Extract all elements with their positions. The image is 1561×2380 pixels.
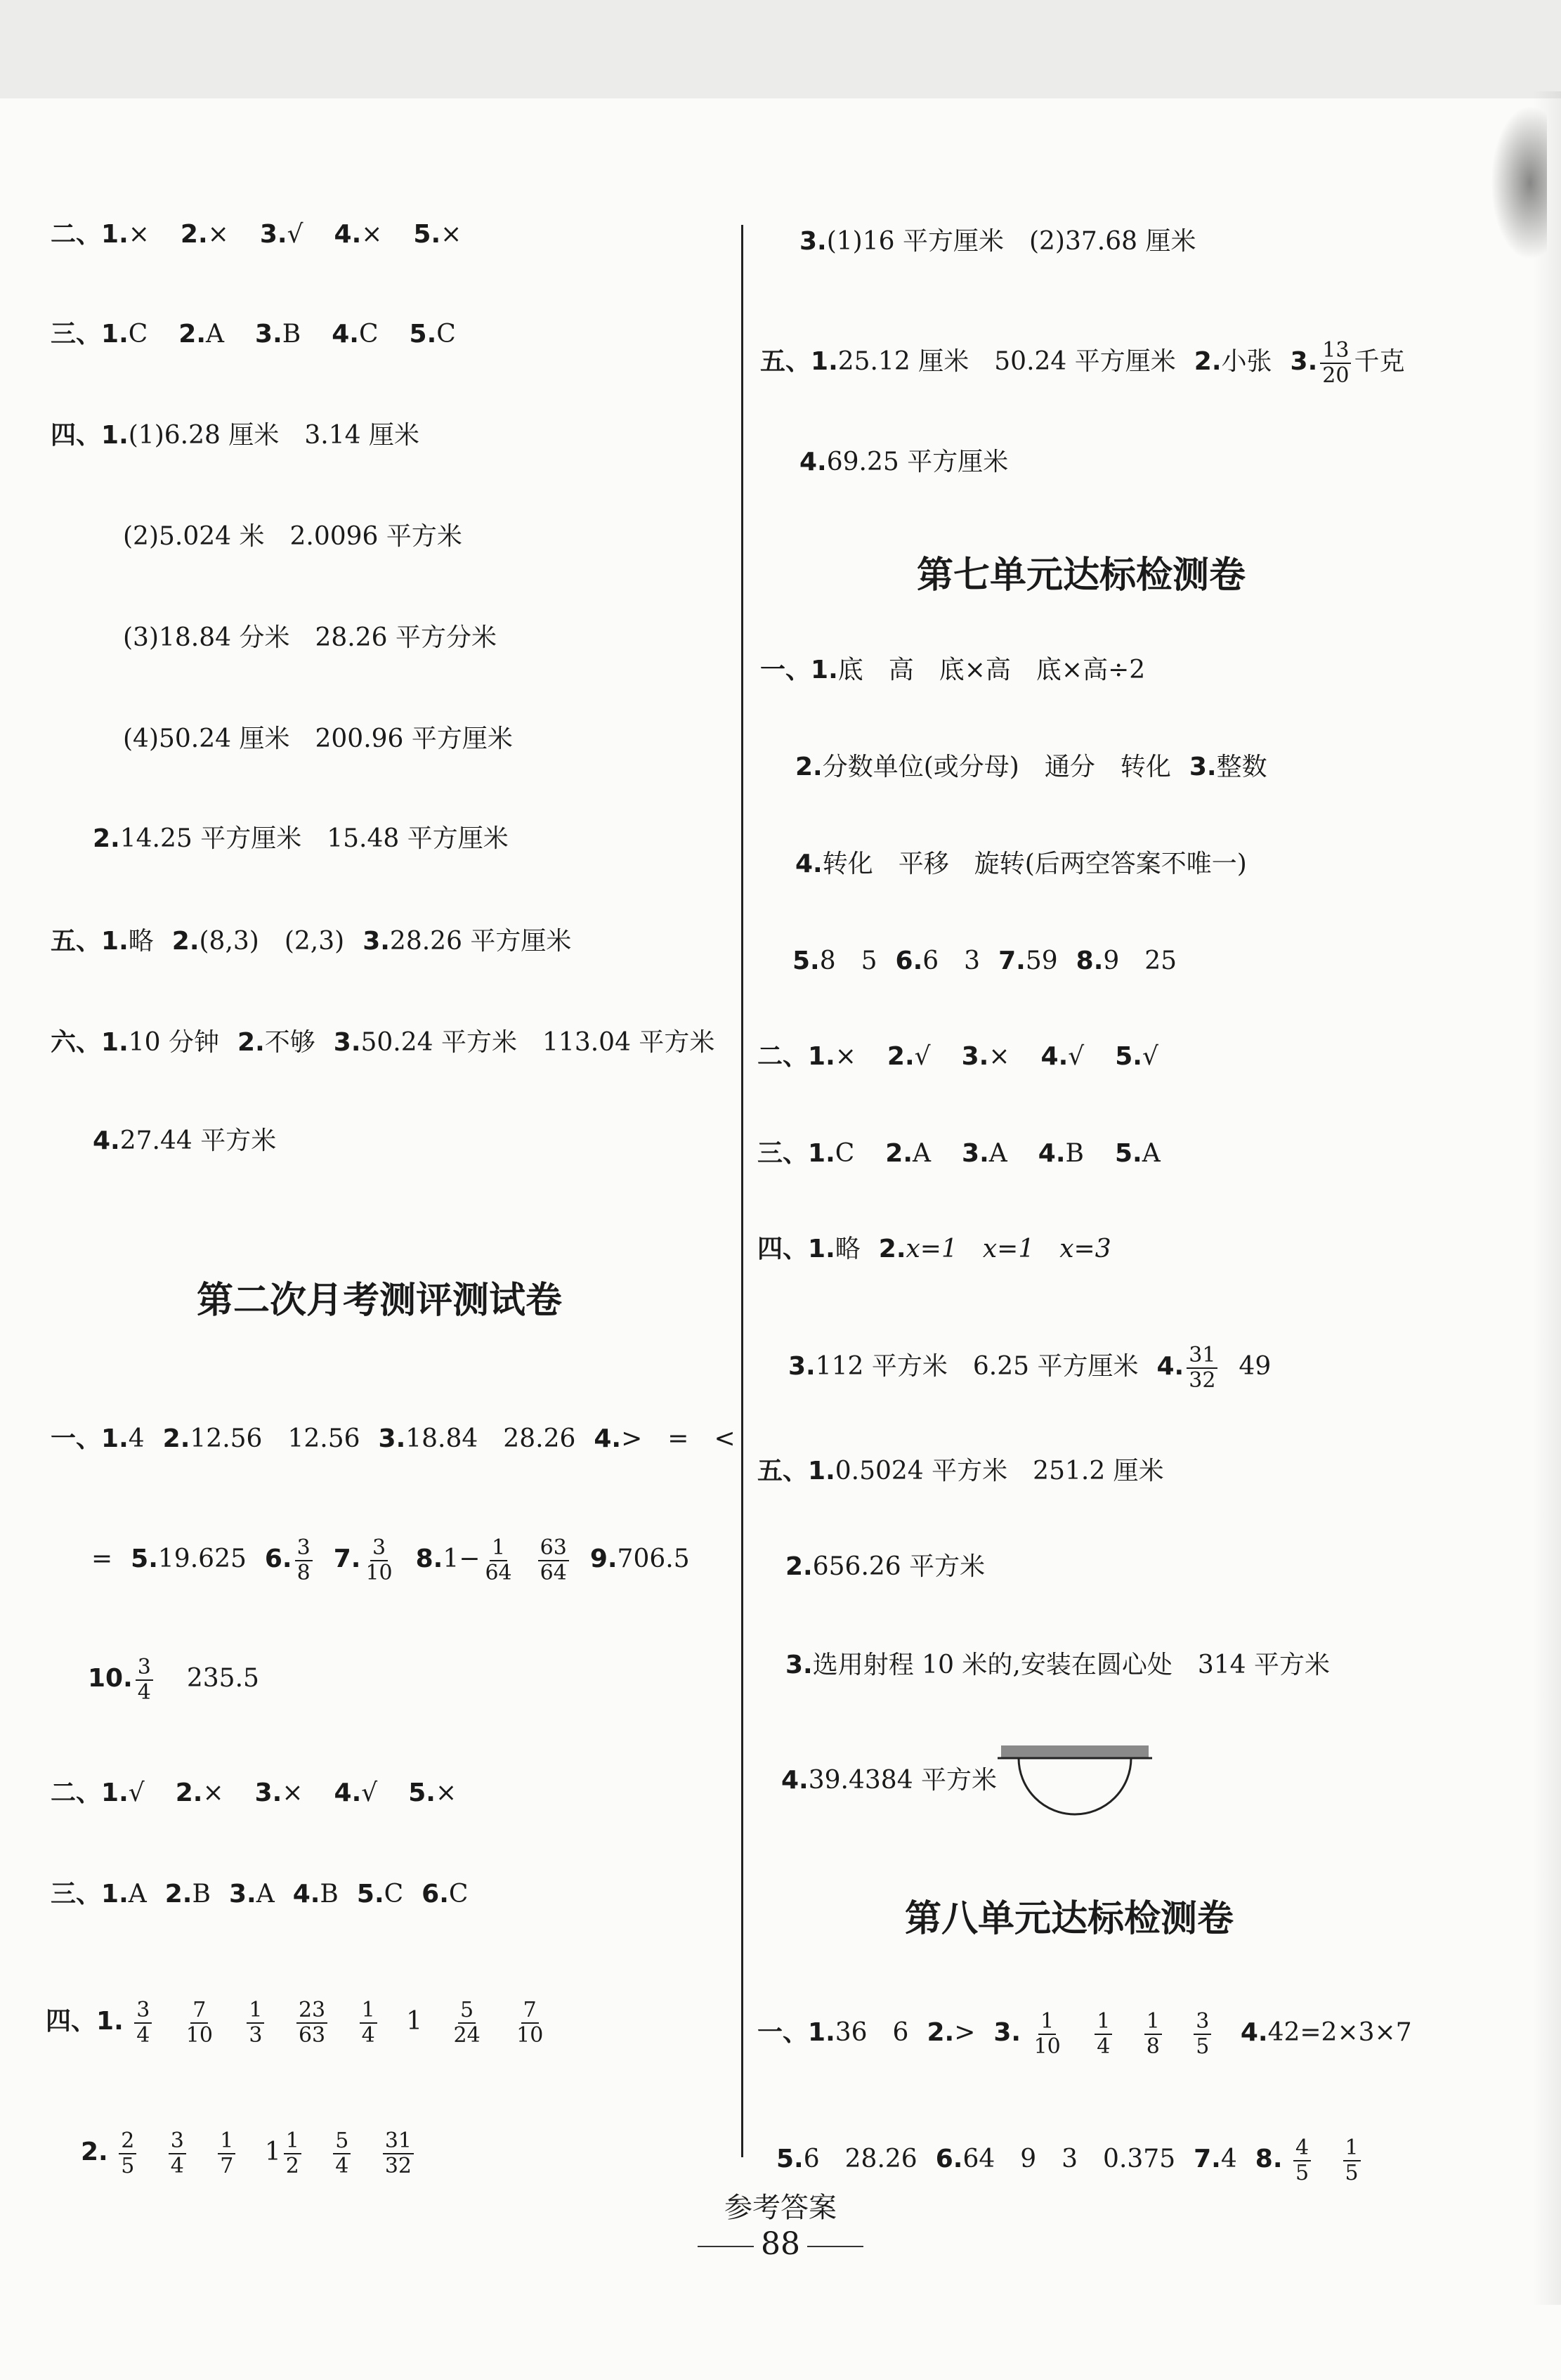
section-heading: 第八单元达标检测卷 [905,1898,1234,1940]
fraction: $\frac{1}{8}$ [1144,2010,1162,2059]
answer-line: 四、1.略 2.x=1 x=1 x=3 [757,1235,1111,1263]
fraction: $\frac{31}{32}$ [1187,1344,1217,1393]
fraction: $\frac{1}{4}$ [360,1998,377,2048]
fraction: $\frac{1}{5}$ [1343,2136,1361,2185]
answer-line: 3.112 平方米 6.25 平方厘米 4. $\frac{31}{32}$ 49 [788,1343,1272,1393]
fraction: $\frac{3}{4}$ [136,1656,153,1705]
answer-line: 2.656.26 平方米 [785,1552,986,1581]
answer-line: 四、1.(1)6.28 厘米 3.14 厘米 [51,421,419,450]
answer-line: 4.39.4384 平方米 [781,1766,998,1795]
fraction: $\frac{7}{10}$ [516,1998,544,2048]
answer-line: 三、1.A 2.B 3.A 4.B 5.C 6.C [51,1880,469,1908]
answer-line: 2.14.25 平方厘米 15.48 平方厘米 [93,824,509,853]
fraction: $\frac{13}{20}$ [1320,339,1351,388]
fraction: $\frac{31}{32}$ [383,2129,414,2178]
fraction: $\frac{23}{63}$ [296,1998,327,2048]
section-heading: 第二次月考测评测试卷 [197,1280,563,1322]
answer-line: (4)50.24 厘米 200.96 平方厘米 [123,724,513,753]
answer-line: 四、1. $\frac{3}{4}$ $\frac{7}{10}$ $\frac{1}{3}$ $\frac{23}{63}$ $\frac{1}{4}$ 1 $\frac{5}{24}$ $\frac{7}{10}$ [46,1998,548,2048]
fraction: $\frac{1}{64}$ [485,1535,512,1585]
answer-line: 3.(1)16 平方厘米 (2)37.68 厘米 [799,227,1196,256]
fraction: $\frac{1}{7}$ [218,2129,235,2178]
answer-line: (2)5.024 米 2.0096 平方米 [123,522,462,551]
answer-line: 4.转化 平移 旋转(后两空答案不唯一) [795,850,1247,878]
fraction: $\frac{1}{3}$ [247,1998,264,2048]
answer-line: 一、1.4 2.12.56 12.56 3.18.84 28.26 4.> = < [51,1424,736,1453]
fraction: $\frac{5}{4}$ [333,2129,351,2178]
fraction: $\frac{3}{8}$ [295,1536,313,1585]
answer-line: 二、1.√ 2.× 3.× 4.√ 5.× [51,1779,457,1807]
scan-blot [1491,105,1547,260]
answer-line: 二、1.× 2.√ 3.× 4.√ 5.√ [757,1042,1158,1071]
scan-right-edge [1533,91,1561,2305]
answer-line: 2. $\frac{2}{5}$ $\frac{3}{4}$ $\frac{1}{7}$ 1 $\frac{1}{2}$ $\frac{5}{4}$ $\frac{31}{32}$ [81,2129,417,2178]
footer-title: 参考答案 [724,2192,837,2224]
answer-line: 一、1.36 6 2.> 3. $\frac{1}{10}$ $\frac{1}{4}$ $\frac{1}{8}$ $\frac{3}{5}$ 4.42=2×3×7 [757,2009,1412,2059]
page-number: 88 [0,2226,1561,2262]
answer-line: (3)18.84 分米 28.26 平方分米 [123,623,497,652]
answer-line: 三、1.C 2.A 3.A 4.B 5.A [757,1139,1161,1168]
answer-line: 五、1.0.5024 平方米 251.2 厘米 [757,1457,1164,1485]
answer-line: 五、1.25.12 厘米 50.24 平方厘米 2.小张 3. $\frac{13}{20}$ 千克 [760,338,1405,388]
section-heading: 第七单元达标检测卷 [917,554,1246,597]
fraction: $\frac{5}{24}$ [453,1998,481,2048]
answer-line: 10. $\frac{3}{4}$ 235.5 [88,1655,259,1705]
answer-line: 三、1.C 2.A 3.B 4.C 5.C [51,320,456,349]
answer-line: 5.8 5 6.6 3 7.59 8.9 25 [792,947,1177,975]
fraction: $\frac{1}{2}$ [284,2129,301,2178]
fraction: $\frac{63}{64}$ [538,1536,569,1585]
answer-line: 五、1.略 2.(8,3) (2,3) 3.28.26 平方厘米 [51,927,572,956]
scan-top-band [0,0,1561,98]
answer-line: 六、1.10 分钟 2.不够 3.50.24 平方米 113.04 平方米 [51,1028,715,1057]
fraction: $\frac{2}{5}$ [119,2129,136,2178]
answer-line: 5.6 28.26 6.64 9 3 0.375 7.4 8. $\frac{4}{5}$ $\frac{1}{5}$ [776,2136,1364,2185]
answer-line: 4.27.44 平方米 [93,1126,277,1155]
fraction: $\frac{3}{10}$ [365,1535,393,1585]
semicircle-figure [998,1741,1152,1840]
answer-line: 4.69.25 平方厘米 [799,448,1009,476]
fraction: $\frac{3}{5}$ [1194,2010,1211,2059]
answer-line: 2.分数单位(或分母) 通分 转化 3.整数 [795,753,1267,781]
fraction: $\frac{3}{4}$ [134,1998,152,2048]
answer-line: 3.选用射程 10 米的,安装在圆心处 314 平方米 [785,1651,1331,1679]
fraction: $\frac{1}{10}$ [1033,2009,1061,2059]
fraction: $\frac{7}{10}$ [185,1998,213,2048]
fraction: $\frac{3}{4}$ [169,2129,186,2178]
column-divider [741,225,743,2157]
answer-line: = 5.19.625 6. $\frac{3}{8}$ 7. $\frac{3}{10}$ 8.1− $\frac{1}{64}$ $\frac{63}{64}$ 9.706.5 [91,1535,690,1585]
answer-line: 一、1.底 高 底×高 底×高÷2 [760,656,1146,684]
fraction: $\frac{4}{5}$ [1293,2136,1311,2185]
answer-line: 二、1.× 2.× 3.√ 4.× 5.× [51,220,462,249]
fraction: $\frac{1}{4}$ [1095,2010,1112,2059]
